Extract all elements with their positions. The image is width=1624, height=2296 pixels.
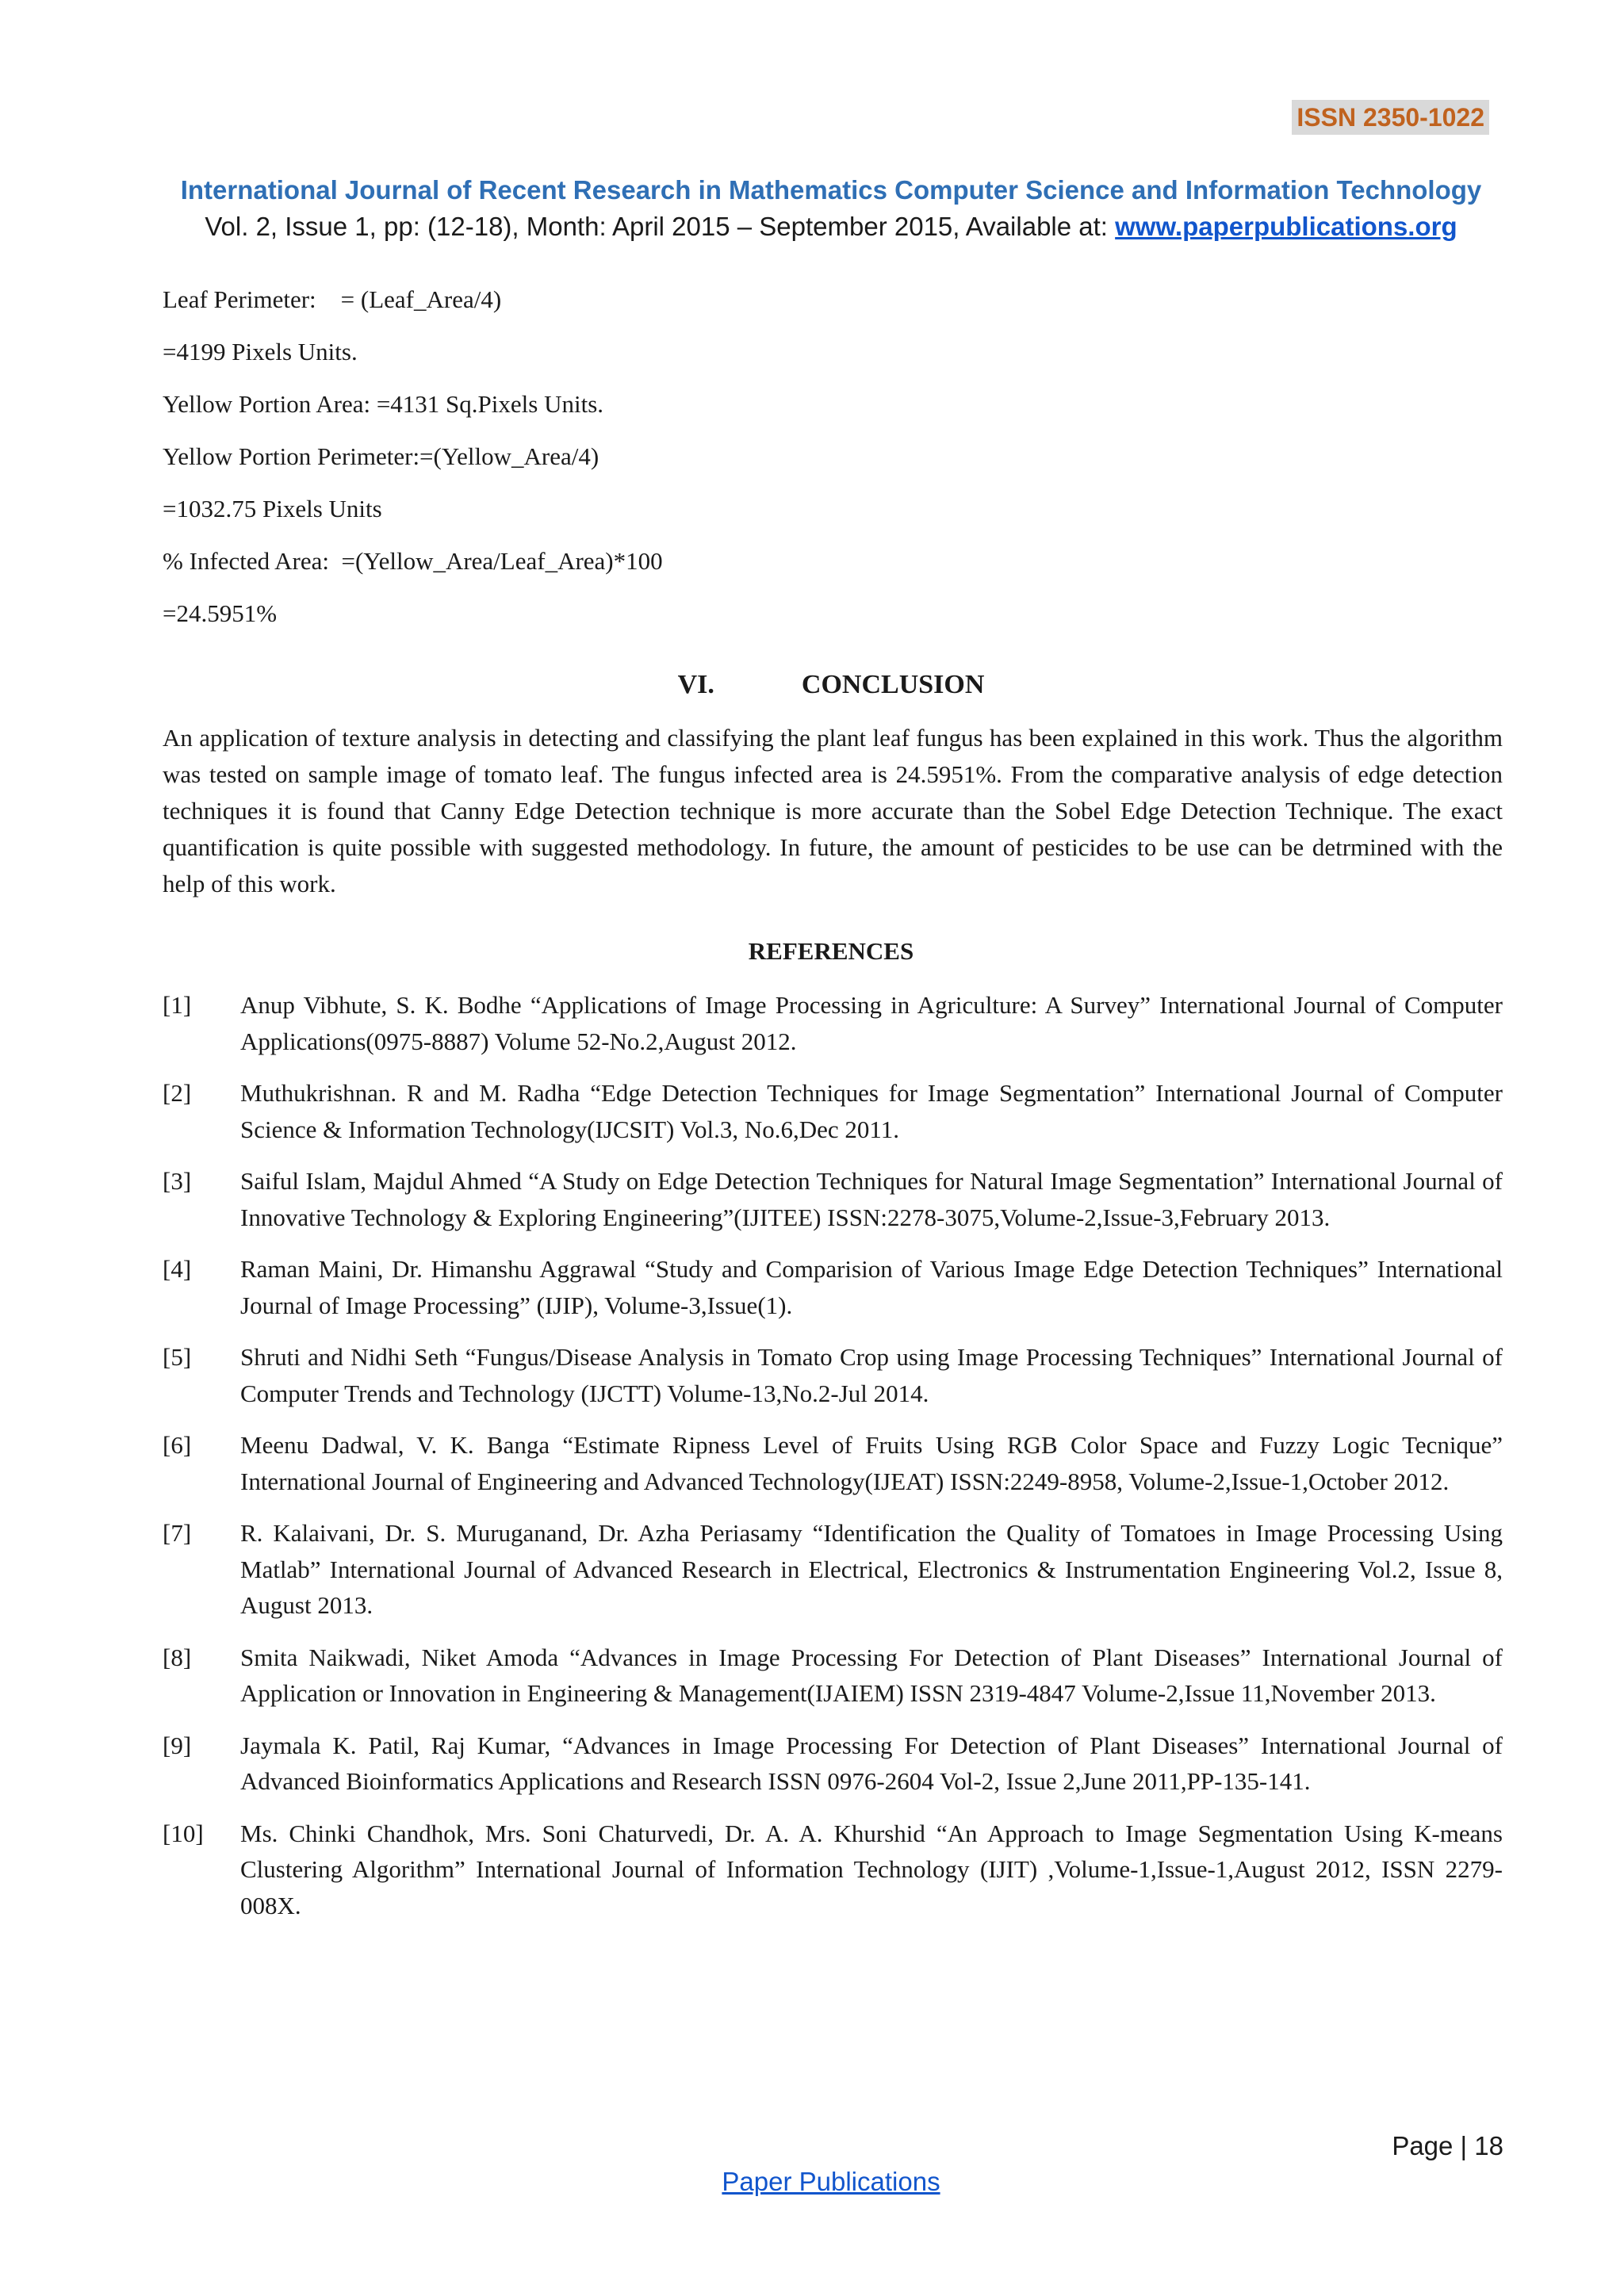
reference-text: Saiful Islam, Majdul Ahmed “A Study on Edge Detection Techniques for Natural Image Segmentation” International Journal of Innovative Technology & Exploring Engineering”(IJITEE) ISSN:2278-3075,Volume-2,Issue-3,February 2013. (240, 1167, 1503, 1231)
calc-line-2: =4199 Pixels Units. (163, 338, 358, 365)
reference-text: Ms. Chinki Chandhok, Mrs. Soni Chaturvedi, Dr. A. A. Khurshid “An Approach to Image Segmentation Using K-means Clustering Algorithm” International Journal of Information Technology (IJIT) ,Volume-1,Issue-1,August 2012, ISSN 2279-008X. (240, 1819, 1503, 1919)
reference-number: [8] (163, 1643, 192, 1671)
reference-item (163, 1640, 1503, 1712)
journal-title: International Journal of Recent Research in Mathematics Computer Science and Information Technology (180, 175, 1482, 205)
reference-number: [5] (163, 1343, 192, 1371)
journal-meta (0, 209, 1624, 244)
reference-item (163, 1427, 1503, 1499)
reference-number: [7] (163, 1519, 192, 1547)
reference-text: Muthukrishnan. R and M. Radha “Edge Detection Techniques for Image Segmentation” International Journal of Computer Science & Information Technology(IJCSIT) Vol.3, No.6,Dec 2011. (240, 1079, 1503, 1143)
reference-number: [4] (163, 1255, 192, 1283)
calc-line-4: Yellow Portion Perimeter:=(Yellow_Area/4) (163, 442, 599, 470)
reference-item (163, 1728, 1503, 1800)
reference-text: Meenu Dadwal, V. K. Banga “Estimate Ripness Level of Fruits Using RGB Color Space and Fuzzy Logic Tecnique” International Journal of Engineering and Advanced Technology(IJEAT) ISSN:2249-8958, Volume-2,Issue-1,October 2012. (240, 1431, 1503, 1495)
section-title: CONCLUSION (801, 670, 985, 699)
reference-text: Jaymala K. Patil, Raj Kumar, “Advances in Image Processing For Detection of Plant Diseases” International Journal of Advanced Bioinformatics Applications and Research ISSN 0976-2604 Vol-2, Issue 2,June 2011,PP-135-141. (240, 1731, 1503, 1795)
reference-item (163, 1515, 1503, 1624)
section-number: VI. (677, 670, 714, 699)
reference-number: [6] (163, 1431, 192, 1459)
footer (0, 2164, 1624, 2199)
calc-line-1: Leaf Perimeter: = (Leaf_Area/4) (163, 285, 502, 313)
reference-text: Raman Maini, Dr. Himanshu Aggrawal “Study and Comparision of Various Image Edge Detection Techniques” International Journal of Image Processing” (IJIP), Volume-3,Issue(1). (240, 1255, 1503, 1319)
section-heading-conclusion (0, 668, 1624, 702)
reference-text: R. Kalaivani, Dr. S. Muruganand, Dr. Azha Periasamy “Identification the Quality of Tomatoes in Image Processing Using Matlab” International Journal of Advanced Research in Electrical, Electronics & Instrumentation Engineering Vol.2, Issue 8, August 2013. (240, 1519, 1503, 1619)
publisher-link[interactable]: Paper Publications (722, 2167, 940, 2196)
issn-label: ISSN 2350-1022 (1292, 100, 1489, 135)
reference-number: [3] (163, 1167, 192, 1195)
reference-number: [10] (163, 1819, 204, 1847)
reference-number: [9] (163, 1731, 192, 1759)
calc-line-6: % Infected Area: =(Yellow_Area/Leaf_Area)*100 (163, 547, 663, 575)
journal-meta-text: Vol. 2, Issue 1, pp: (12-18), Month: April 2015 – September 2015, Available at: (205, 212, 1116, 241)
reference-number: [1] (163, 991, 192, 1019)
reference-text: Anup Vibhute, S. K. Bodhe “Applications of Image Processing in Agriculture: A Survey” International Journal of Computer Applications(0975-8887) Volume 52-No.2,August 2012. (240, 991, 1503, 1055)
reference-item (163, 1339, 1503, 1411)
website-link[interactable]: www.paperpublications.org (1115, 212, 1457, 241)
conclusion-paragraph: An application of texture analysis in detecting and classifying the plant leaf fungus has been explained in this work. Thus the algorithm was tested on sample image of tomato leaf. The fungus infected area is 24.5951%. From the comparative analysis of edge detection techniques it is found that Canny Edge Detection technique is more accurate than the Sobel Edge Detection Technique. The exact quantification is quite possible with suggested methodology. In future, the amount of pesticides to be use can be detrmined with the help of this work. (163, 724, 1503, 897)
reference-item (163, 1251, 1503, 1323)
calc-line-3: Yellow Portion Area: =4131 Sq.Pixels Units. (163, 390, 604, 418)
calc-line-5: =1032.75 Pixels Units (163, 495, 382, 522)
reference-item (163, 1075, 1503, 1147)
reference-item (163, 1163, 1503, 1235)
reference-item (163, 1816, 1503, 1924)
calc-line-7: =24.5951% (163, 599, 278, 627)
reference-number: [2] (163, 1079, 192, 1107)
reference-text: Shruti and Nidhi Seth “Fungus/Disease Analysis in Tomato Crop using Image Processing Techniques” International Journal of Computer Trends and Technology (IJCTT) Volume-13,No.2-Jul 2014. (240, 1343, 1503, 1407)
reference-text: Smita Naikwadi, Niket Amoda “Advances in Image Processing For Detection of Plant Diseases” International Journal of Application or Innovation in Engineering & Management(IJAIEM) ISSN 2319-4847 Volume-2,Issue 11,November 2013. (240, 1643, 1503, 1707)
page-number: Page | 18 (1392, 2131, 1503, 2160)
reference-list (163, 987, 1503, 1939)
references-heading: REFERENCES (748, 937, 914, 965)
reference-item (163, 987, 1503, 1059)
